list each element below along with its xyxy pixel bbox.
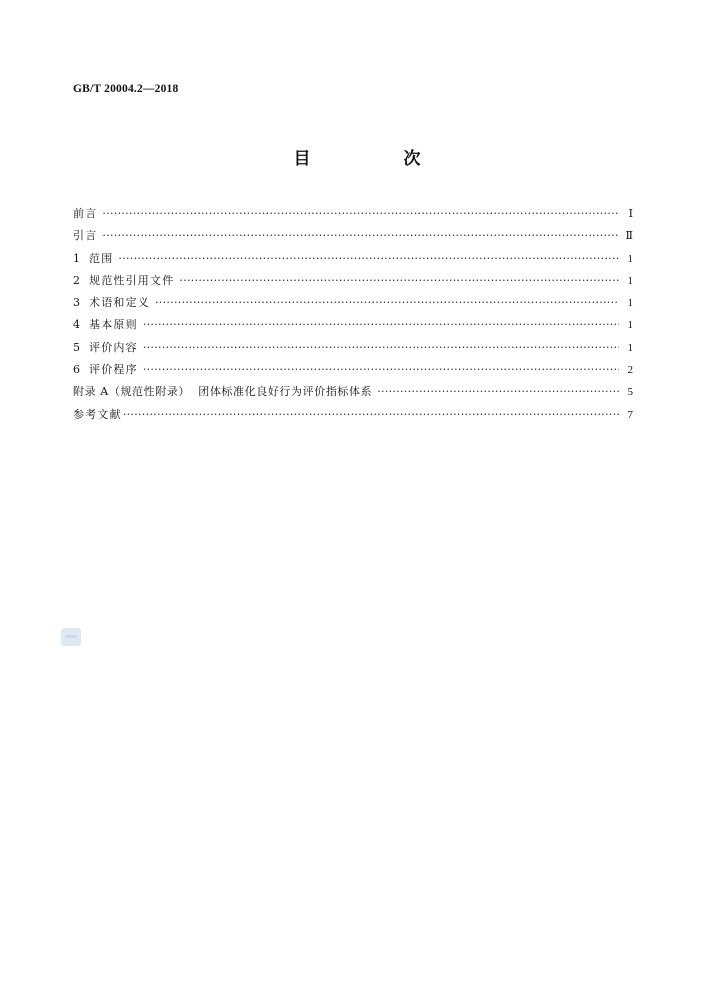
toc-entry-number: 3 <box>73 296 80 310</box>
toc-entry-bibliography[interactable] <box>73 404 633 426</box>
toc-entry-evaluation-procedure[interactable] <box>73 359 633 381</box>
toc-entry-scope[interactable] <box>73 248 633 270</box>
toc-entry-label: 引言 <box>73 229 98 243</box>
toc-entry-page: Ⅰ <box>628 208 633 220</box>
toc-entry-label: 参考文献 <box>73 407 122 421</box>
watermark-logo-icon <box>61 628 81 646</box>
toc-entry-label: 前言 <box>73 207 98 220</box>
toc-entry-page: 1 <box>627 274 633 287</box>
toc-entry-foreword[interactable] <box>73 203 633 225</box>
toc-dot-leader <box>155 292 619 314</box>
toc-dot-leader <box>143 337 619 359</box>
toc-entry-page: 1 <box>627 319 633 332</box>
toc-dot-leader <box>123 404 619 426</box>
toc-entry-label: 基本原则 <box>89 318 138 332</box>
toc-entry-label: 附录 A（规范性附录） 团体标准化良好行为评价指标体系 <box>73 385 373 399</box>
toc-dot-leader <box>377 381 619 403</box>
toc-entry-label: 术语和定义 <box>89 296 150 310</box>
toc-dot-leader <box>143 359 619 381</box>
toc-entry-number: 4 <box>73 318 80 332</box>
toc-entry-number: 2 <box>73 273 80 287</box>
toc-entry-introduction[interactable] <box>73 225 633 247</box>
toc-entry-number: 5 <box>73 340 80 354</box>
toc-entry-page: 1 <box>627 252 633 265</box>
toc-entry-page: 5 <box>627 386 633 399</box>
toc-entry-page: 7 <box>627 408 633 421</box>
standard-code: GB/T 20004.2—2018 <box>73 83 179 95</box>
toc-entry-evaluation-content[interactable] <box>73 337 633 359</box>
toc-dot-leader <box>143 314 619 336</box>
toc-entry-label: 评价程序 <box>89 363 138 377</box>
toc-entry-number: 1 <box>73 251 80 265</box>
toc-entry-page: Ⅱ <box>625 230 633 243</box>
toc-entry-page: 2 <box>627 364 633 377</box>
toc-dot-leader <box>179 270 619 292</box>
toc-entry-normative-references[interactable] <box>73 270 633 292</box>
toc-entry-annex-a[interactable] <box>73 381 633 403</box>
toc-entry-label: 评价内容 <box>89 340 138 354</box>
toc-entry-number: 6 <box>73 363 80 377</box>
toc-entry-page: 1 <box>627 341 633 354</box>
toc-entry-page: 1 <box>627 297 633 310</box>
toc-dot-leader <box>102 225 619 247</box>
toc-entry-label: 规范性引用文件 <box>89 273 175 287</box>
table-of-contents <box>73 203 633 426</box>
page-title: 目 次 <box>293 149 459 169</box>
toc-dot-leader <box>102 203 619 225</box>
toc-entry-basic-principles[interactable] <box>73 314 633 336</box>
toc-entry-label: 范围 <box>89 251 114 265</box>
toc-dot-leader <box>118 248 619 270</box>
toc-entry-terms-definitions[interactable] <box>73 292 633 314</box>
